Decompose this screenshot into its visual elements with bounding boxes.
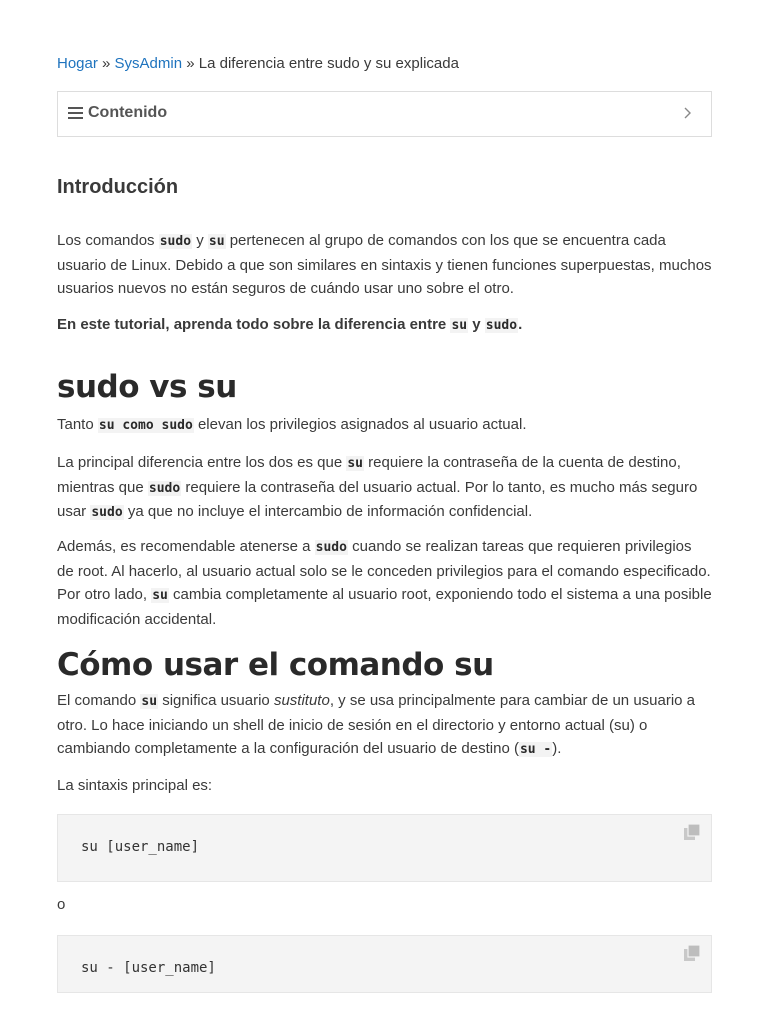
inline-code: su bbox=[347, 456, 363, 471]
inline-code: su - bbox=[519, 742, 552, 757]
breadcrumb bbox=[57, 54, 459, 74]
copy-icon[interactable] bbox=[683, 944, 701, 962]
paragraph: El comando su significa usuario sustituto, y se usa principalmente para cambiar de un usuario a otro. Lo hace iniciando un shell de inicio de sesión en el directorio y entorno actual (su) o cambiando completamente a la configuración del usuario de destino (su -). bbox=[57, 692, 696, 757]
code-block bbox=[57, 935, 712, 993]
code-text: su - [user_name] bbox=[81, 960, 216, 976]
toc-title: Contenido bbox=[88, 104, 168, 121]
chevron-right-icon bbox=[679, 105, 695, 121]
paragraph: La sintaxis principal es: bbox=[57, 777, 213, 794]
inline-code: su bbox=[208, 234, 225, 249]
inline-code: su bbox=[152, 588, 168, 603]
inline-code: su bbox=[451, 318, 468, 333]
inline-code: sudo bbox=[91, 505, 123, 520]
code-text: su [user_name] bbox=[81, 839, 200, 855]
or-text: o bbox=[57, 896, 66, 913]
table-of-contents-toggle[interactable] bbox=[57, 91, 712, 137]
breadcrumb-sysadmin-link[interactable]: SysAdmin bbox=[114, 55, 183, 72]
intro-heading: Introducción bbox=[57, 176, 179, 198]
breadcrumb-home-link[interactable]: Hogar bbox=[57, 55, 98, 72]
code-block bbox=[57, 814, 712, 882]
breadcrumb-separator: » bbox=[182, 55, 199, 72]
menu-icon bbox=[68, 107, 83, 120]
como-usar-su-heading: Cómo usar el comando su bbox=[57, 647, 494, 683]
breadcrumb-current: La diferencia entre sudo y su explicada bbox=[198, 55, 459, 72]
copy-icon[interactable] bbox=[683, 823, 701, 841]
inline-code: su bbox=[141, 694, 158, 709]
inline-code: su como sudo bbox=[98, 418, 193, 433]
paragraph: Además, es recomendable atenerse a sudo cuando se realizan tareas que requieren privilegios de root. Al hacerlo, al usuario actual solo se le conceden privilegios para el comando especificado. Por otro lado, su cambia completamente al usuario root, exponiendo todo el sistema a una posible modificación accidental. bbox=[57, 538, 712, 628]
breadcrumb-separator: » bbox=[97, 55, 115, 72]
inline-code: sudo bbox=[485, 318, 518, 333]
intro-paragraph: Los comandos sudo y su pertenecen al grupo de comandos con los que se encuentra cada usuario de Linux. Debido a que son similares en sintaxis y tienen funciones superpuestas, muchos usuarios nuevos no están seguros de cuándo usar uno sobre el otro. bbox=[57, 232, 712, 297]
paragraph: Tanto su como sudo elevan los privilegios asignados al usuario actual. bbox=[57, 416, 527, 433]
sudo-vs-su-heading: sudo vs su bbox=[57, 369, 237, 405]
inline-code: sudo bbox=[159, 234, 192, 249]
inline-code: sudo bbox=[315, 540, 347, 555]
tutorial-summary: En este tutorial, aprenda todo sobre la diferencia entre su y sudo. bbox=[57, 316, 523, 333]
paragraph: La principal diferencia entre los dos es que su requiere la contraseña de la cuenta de destino, mientras que sudo requiere la contraseña del usuario actual. Por lo tanto, es mucho más seguro usar sudo ya que no incluye el intercambio de información confidencial. bbox=[57, 454, 698, 520]
inline-code: sudo bbox=[148, 480, 181, 496]
